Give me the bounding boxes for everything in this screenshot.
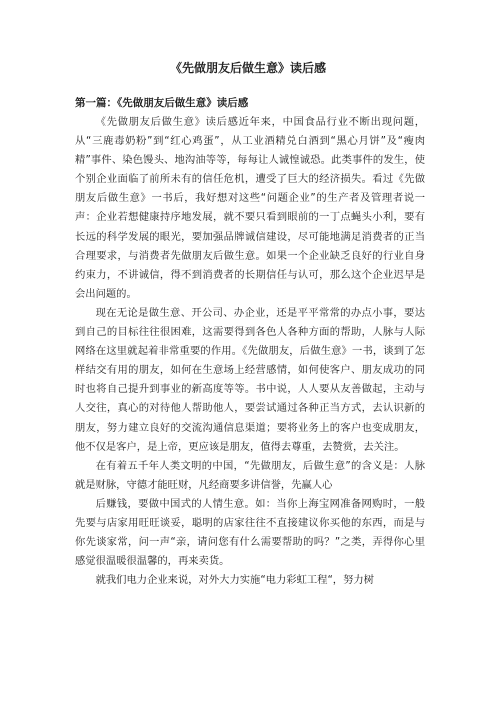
paragraph-4: 后赚钱，要做中国式的人情生意。如：当你上海宝网准备网购时，一般先要与店家用旺旺谈妥，聪明的店家往往不直接建议你买他的东西，而是与你先谈家常，问一声“亲，请问您有什么需要帮助的吗？”之类，弄得你心里感觉很温暖很温馨的，再来卖货。: [75, 497, 425, 568]
paragraph-3: 在有着五千年人类文明的中国，“先做朋友，后做生意”的含义是：人脉就是财脉，守德才能旺财，凡经商要多讲信誉，先赢人心: [75, 459, 425, 491]
paragraph-5: 就我们电力企业来说，对外大力实施“电力彩虹工程“，努力树: [95, 574, 374, 587]
document-title: 《先做朋友后做生意》读后感: [169, 61, 326, 75]
paragraph-1: 《先做朋友后做生意》读后感近年来，中国食品行业不断出现问题，从“三鹿毒奶粉”到“红心鸡蛋”，从工业酒精兑白酒到“黑心月饼”及“瘦肉精”事件、染色馒头、地沟油等等，每每让人诚惶诚恐。此类事件的发生，使个别企业面临了前所未有的信任危机，遭受了巨大的经济损失。看过《先做朋友后做生意》一书后，我好想对这些“问题企业”的生产者及管理者说一声：企业若想健康持序地发展，就不要只看到眼前的一丁点蝇头小利，要有长远的科学发展的眼光，要加强品牌诚信建设，尽可能地满足消费者的正当合理要求，与消费者先做朋友后做生意。如果一个企业缺乏良好的行业自身约束力，不讲诚信，得不到消费者的长期信任与认可，那么这个企业迟早是会出问题的。: [75, 116, 425, 300]
section-heading: 第一篇：《先做朋友后做生意》读后感: [75, 97, 249, 109]
paragraph-2: 现在无论是做生意、开公司、办企业，还是平平常常的办点小事，要达到自己的目标往往很困难，这需要得到各色人各种方面的帮助，人脉与人际网络在这里就起着非常重要的作用。《先做朋友，后做生意》一书，谈到了怎样结交有用的朋友，如何在生意场上经营感情，如何使客户、朋友成功的同时也将自己提升到事业的新高度等等。书中说，人人要从友善做起，主动与人交往，真心的对待他人帮助他人，要尝试通过各种正当方式，去认识新的朋友，努力建立良好的交流沟通信息渠道；要将业务上的客户也变成朋友，他不仅是客户，是上帝，更应该是朋友，值得去尊重，去赞赏，去关注。: [75, 306, 425, 453]
document-body: [75, 113, 425, 590]
